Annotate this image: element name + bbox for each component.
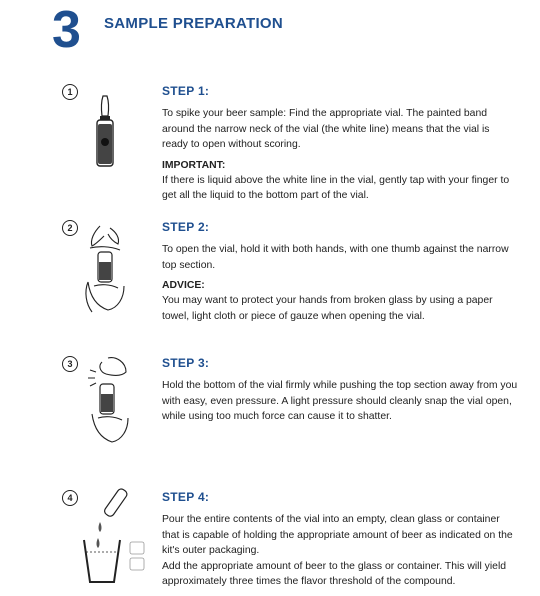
step-1-heading: STEP 1: (162, 84, 210, 98)
step-1-number-badge: 1 (62, 84, 78, 100)
step-3 (162, 356, 518, 425)
step-2-note-label: ADVICE: (162, 280, 205, 291)
step-3-text: Hold the bottom of the vial firmly while pushing the top section away from you with easy, even pressure. A light pressure should cleanly snap the vial open, while using too much force can cause it to shatter. (162, 380, 518, 422)
vial-icon (88, 94, 122, 174)
step-3-heading: STEP 3: (162, 356, 210, 370)
hands-snapping-vial-icon (82, 352, 138, 448)
step-4-heading: STEP 4: (162, 490, 210, 504)
section-title: SAMPLE PREPARATION (104, 15, 284, 32)
step-1 (162, 84, 518, 204)
step-2-text: To open the vial, hold it with both hands, with one thumb against the narrow top section. (162, 244, 509, 271)
step-2 (162, 220, 518, 324)
step-1-note-label: IMPORTANT: (162, 159, 226, 171)
step-4-number-badge: 4 (62, 490, 78, 506)
step-4-text: Pour the entire contents of the vial into an empty, clean glass or container that is capable of holding the appropriate amount of beer as indicated on the kit's outer packaging. (162, 514, 513, 556)
step-4-text-2: Add the appropriate amount of beer to the glass or container. This will yield approximately three times the flavor threshold of the compound. (162, 560, 507, 587)
vial-pouring-into-glass-icon (76, 484, 154, 586)
step-2-note-text: You may want to protect your hands from broken glass by using a paper towel, light cloth or piece of gauze when opening the vial. (162, 295, 493, 322)
hands-holding-vial-icon (80, 222, 136, 318)
section-number: 3 (52, 1, 81, 59)
step-1-note-text: If there is liquid above the white line in the vial, gently tap with your finger to get all the liquid to the bottom part of the vial. (162, 174, 510, 201)
step-2-number-badge: 2 (62, 220, 78, 236)
step-2-heading: STEP 2: (162, 220, 210, 234)
step-4 (162, 490, 518, 590)
step-1-text: To spike your beer sample: Find the appropriate vial. The painted band around the narrow neck of the vial (the white line) means that the vial is ready to open without scoring. (162, 108, 490, 150)
step-3-number-badge: 3 (62, 356, 78, 372)
